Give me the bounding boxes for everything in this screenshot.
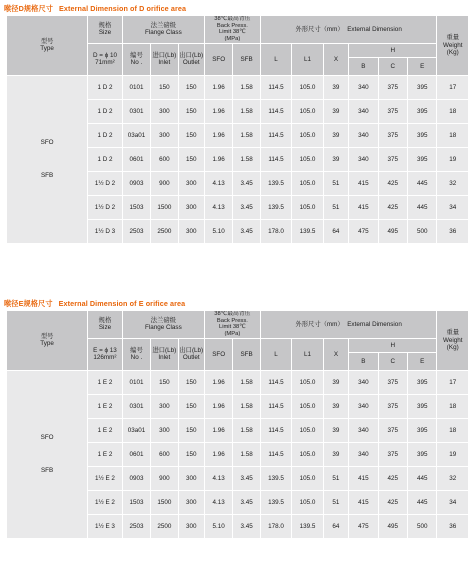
b-header: B [349,352,378,370]
table-cell: 1 D 2 [88,75,123,99]
table-cell: 1503 [122,195,150,219]
outlet-header: 出口(Lb) Outlet [178,338,204,370]
table-cell: 1.58 [233,123,260,147]
weight-header: 重量 Weight (Kg) [437,311,469,371]
table-cell: 445 [407,490,436,514]
table-cell: 3.45 [233,490,260,514]
table-cell: 1½ D 3 [88,219,123,243]
type-cell [7,370,88,538]
table-cell: 51 [323,195,348,219]
table-cell: 51 [323,171,348,195]
c-header: C [378,57,407,75]
table-cell: 1 E 2 [88,394,123,418]
table-cell: 475 [349,219,378,243]
table-cell: 300 [178,466,204,490]
table-cell: 139.5 [260,490,291,514]
table-body [7,370,469,538]
table-cell: 114.5 [260,442,291,466]
table-cell: 150 [178,75,204,99]
table-cell: 1500 [151,195,178,219]
table-cell: 900 [151,466,178,490]
table-cell: 340 [349,394,378,418]
table-cell: 425 [378,171,407,195]
title-en: External Dimension of D orifice area [59,4,187,13]
type-label: SFB [40,467,54,475]
type-header: 型号 Type [7,311,88,371]
outlet-header: 出口(Lb) Outlet [178,43,204,75]
table-cell: 300 [178,195,204,219]
table-cell: 600 [151,147,178,171]
table-cell: 105.0 [292,123,323,147]
table-cell: 900 [151,171,178,195]
flange-header: 法兰磅级 Flange Class [122,311,204,339]
table-cell: 445 [407,171,436,195]
table-cell: 139.5 [260,171,291,195]
sfo-header: SFO [204,43,232,75]
table-cell: 178.0 [260,219,291,243]
table-cell: 39 [323,99,348,123]
table-cell: 32 [437,466,469,490]
table-cell: 150 [151,75,178,99]
table-cell: 18 [437,418,469,442]
table-cell: 150 [178,418,204,442]
table-cell: 415 [349,195,378,219]
table-cell: 3.45 [233,195,260,219]
table-cell: 1.96 [204,442,232,466]
table-cell: 1½ E 3 [88,514,123,538]
table-cell: 1½ D 2 [88,171,123,195]
ext-dim-header: 外形尺寸（mm） External Dimension [260,311,437,339]
sfb-header: SFB [233,43,260,75]
title-cn: 喉径E规格尺寸 [4,299,53,308]
type-label: SFB [40,172,54,180]
flange-header: 法兰磅级 Flange Class [122,16,204,44]
back-press-header: 38℃最高背压 Back Press. Limit 38℃ (MPa) [204,16,260,44]
table-cell: 105.0 [292,466,323,490]
table-cell: 1.96 [204,418,232,442]
size-spec: D = ϕ 10 71mm² [88,43,123,75]
table-cell: 39 [323,123,348,147]
table-cell: 340 [349,75,378,99]
table-cell: 300 [151,418,178,442]
table-cell: 34 [437,490,469,514]
table-cell: 39 [323,370,348,394]
table-cell: 39 [323,442,348,466]
l1-header: L1 [292,338,323,370]
l1-header: L1 [292,43,323,75]
table-cell: 3.45 [233,219,260,243]
table-cell: 114.5 [260,123,291,147]
table-cell: 139.5 [260,195,291,219]
inlet-header: 进口(Lb) Inlet [151,43,178,75]
table-cell: 1.58 [233,370,260,394]
table-cell: 415 [349,466,378,490]
table-cell: 300 [178,219,204,243]
title-cn: 喉径D规格尺寸 [4,4,54,13]
table-cell: 395 [407,75,436,99]
sfb-header: SFB [233,338,260,370]
x-header: X [323,338,348,370]
table-cell: 415 [349,171,378,195]
table-cell: 03a01 [122,418,150,442]
table-cell: 1 E 2 [88,442,123,466]
table-cell: 105.0 [292,195,323,219]
table-cell: 105.0 [292,370,323,394]
table-cell: 415 [349,490,378,514]
table-cell: 375 [378,75,407,99]
table-cell: 1.58 [233,418,260,442]
dimension-table [6,15,469,244]
table-cell: 495 [378,514,407,538]
table-cell: 340 [349,418,378,442]
table-cell: 0903 [122,466,150,490]
table-cell: 39 [323,394,348,418]
table-cell: 1 E 2 [88,370,123,394]
table-cell: 1½ D 2 [88,195,123,219]
table-cell: 19 [437,147,469,171]
title-en: External Dimension of E orifice area [58,299,186,308]
table-cell: 1.58 [233,442,260,466]
dimension-table [6,310,469,539]
table-cell: 17 [437,75,469,99]
table-cell: 2500 [151,514,178,538]
table-cell: 340 [349,123,378,147]
table-cell: 64 [323,219,348,243]
section-title [4,4,186,14]
table-cell: 3.45 [233,171,260,195]
table-cell: 114.5 [260,394,291,418]
table-cell: 2503 [122,219,150,243]
table-cell: 17 [437,370,469,394]
table-cell: 3.45 [233,514,260,538]
table-cell: 1½ E 2 [88,490,123,514]
table-cell: 18 [437,394,469,418]
table-cell: 105.0 [292,147,323,171]
table-cell: 139.5 [292,219,323,243]
table-cell: 1½ E 2 [88,466,123,490]
table-cell: 300 [151,394,178,418]
table-cell: 139.5 [260,466,291,490]
weight-header: 重量 Weight (Kg) [437,16,469,76]
table-cell: 105.0 [292,171,323,195]
table-cell: 395 [407,394,436,418]
table-cell: 1 D 2 [88,123,123,147]
table-cell: 340 [349,442,378,466]
table-cell: 395 [407,370,436,394]
table-cell: 114.5 [260,99,291,123]
table-cell: 375 [378,442,407,466]
table-cell: 340 [349,99,378,123]
table-cell: 150 [178,99,204,123]
table-cell: 425 [378,195,407,219]
table-cell: 105.0 [292,99,323,123]
table-cell: 64 [323,514,348,538]
table-cell: 600 [151,442,178,466]
table-cell: 375 [378,394,407,418]
table-body [7,75,469,243]
table-cell: 34 [437,195,469,219]
table-cell: 395 [407,442,436,466]
table-cell: 150 [178,123,204,147]
table-cell: 2500 [151,219,178,243]
table-cell: 114.5 [260,75,291,99]
table-cell: 105.0 [292,442,323,466]
table-cell: 375 [378,370,407,394]
table-cell: 39 [323,75,348,99]
inlet-header: 进口(Lb) Inlet [151,338,178,370]
x-header: X [323,43,348,75]
table-cell: 18 [437,123,469,147]
table-cell: 1 E 2 [88,418,123,442]
table-cell: 500 [407,219,436,243]
table-cell: 0301 [122,99,150,123]
table-cell: 340 [349,147,378,171]
section-title [4,299,185,309]
ext-dim-header: 外形尺寸（mm） External Dimension [260,16,437,44]
table-cell: 03a01 [122,123,150,147]
e-header: E [407,352,436,370]
table-cell: 395 [407,123,436,147]
table-cell: 1.96 [204,394,232,418]
table-cell: 395 [407,418,436,442]
table-cell: 495 [378,219,407,243]
table-cell: 0301 [122,394,150,418]
table-cell: 4.13 [204,171,232,195]
table-cell: 105.0 [292,490,323,514]
table-cell: 1.96 [204,123,232,147]
table-cell: 150 [178,147,204,171]
type-label: SFO [40,433,54,441]
table-cell: 300 [178,171,204,195]
size-header: 规格 Size [88,16,123,44]
table-cell: 18 [437,99,469,123]
table-cell: 425 [378,466,407,490]
table-cell: 114.5 [260,418,291,442]
table-cell: 300 [178,514,204,538]
table-cell: 150 [178,370,204,394]
table-cell: 0601 [122,147,150,171]
table-cell: 375 [378,99,407,123]
table-cell: 105.0 [292,394,323,418]
table-cell: 375 [378,123,407,147]
table-cell: 425 [378,490,407,514]
table-cell: 1503 [122,490,150,514]
table-cell: 51 [323,490,348,514]
table-cell: 1.58 [233,394,260,418]
table-cell: 5.10 [204,219,232,243]
table-cell: 375 [378,418,407,442]
table-cell: 500 [407,514,436,538]
table-cell: 178.0 [260,514,291,538]
table-cell: 1.96 [204,370,232,394]
back-press-header: 38℃最高背压 Back Press. Limit 38℃ (MPa) [204,311,260,339]
table-cell: 395 [407,147,436,171]
table-cell: 1.58 [233,147,260,171]
table-cell: 32 [437,171,469,195]
table-cell: 445 [407,466,436,490]
table-cell: 139.5 [292,514,323,538]
no-header: 编号 No . [122,338,150,370]
h-header: H [349,43,437,57]
table-cell: 1.58 [233,75,260,99]
table-cell: 3.45 [233,466,260,490]
table-cell: 105.0 [292,75,323,99]
table-cell: 1.96 [204,147,232,171]
table-cell: 1500 [151,490,178,514]
sfo-header: SFO [204,338,232,370]
table-cell: 375 [378,147,407,171]
type-label: SFO [40,138,54,146]
h-header: H [349,338,437,352]
l-header: L [260,43,291,75]
table-cell: 1 D 2 [88,99,123,123]
table-cell: 395 [407,99,436,123]
no-header: 编号 No . [122,43,150,75]
table-cell: 1.96 [204,99,232,123]
table-cell: 150 [178,394,204,418]
table-row [7,75,469,99]
size-spec: E = ϕ 13 126mm² [88,338,123,370]
table-cell: 36 [437,514,469,538]
table-cell: 39 [323,147,348,171]
table-cell: 4.13 [204,466,232,490]
table-cell: 0903 [122,171,150,195]
table-cell: 0601 [122,442,150,466]
table-cell: 114.5 [260,147,291,171]
table-cell: 19 [437,442,469,466]
l-header: L [260,338,291,370]
table-cell: 1.58 [233,99,260,123]
table-cell: 340 [349,370,378,394]
table-cell: 4.13 [204,195,232,219]
table-cell: 2503 [122,514,150,538]
table-row [7,370,469,394]
table-cell: 300 [178,490,204,514]
type-header: 型号 Type [7,16,88,76]
table-cell: 39 [323,418,348,442]
b-header: B [349,57,378,75]
table-cell: 150 [178,442,204,466]
table-cell: 150 [151,370,178,394]
table-cell: 1.96 [204,75,232,99]
size-header: 规格 Size [88,311,123,339]
table-cell: 1 D 2 [88,147,123,171]
table-cell: 51 [323,466,348,490]
table-cell: 475 [349,514,378,538]
table-cell: 4.13 [204,490,232,514]
table-cell: 5.10 [204,514,232,538]
table-cell: 0101 [122,75,150,99]
table-cell: 114.5 [260,370,291,394]
table-cell: 105.0 [292,418,323,442]
table-cell: 36 [437,219,469,243]
table-cell: 445 [407,195,436,219]
c-header: C [378,352,407,370]
table-cell: 300 [151,123,178,147]
type-cell [7,75,88,243]
e-header: E [407,57,436,75]
table-cell: 0101 [122,370,150,394]
table-cell: 300 [151,99,178,123]
